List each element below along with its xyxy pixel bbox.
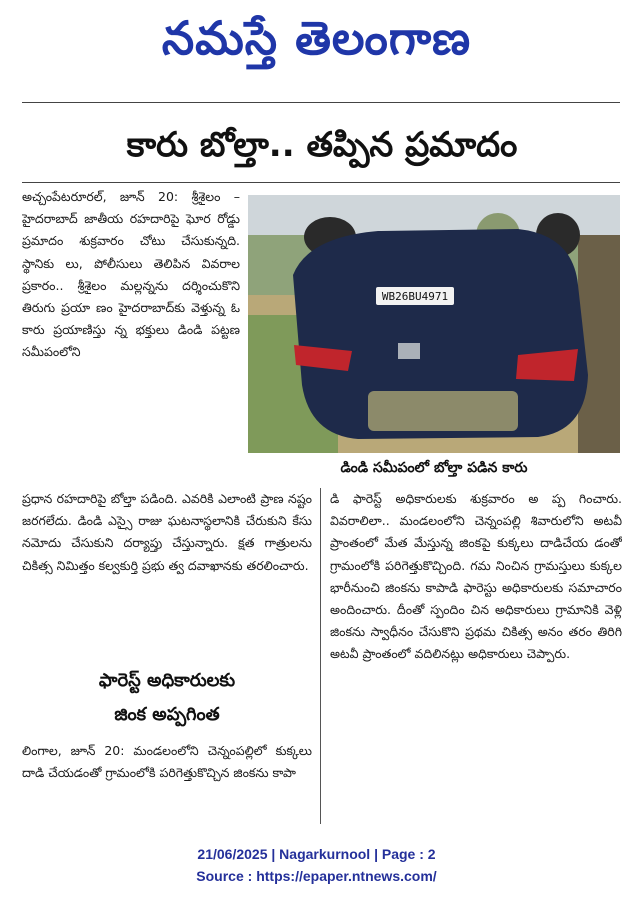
second-headline-line-2: జింక అప్పగింత [114, 704, 220, 725]
second-article-text-right: డి ఫారెస్ట్ అధికారులకు శుక్రవారం అ ప్ప గించారు. వివరాలిలా.. మండలంలోని చెన్నంపల్లి శివారులోని అటవీ ప్రాంతంలో మేత మేస్తున్న జింకపై కుక్కలు దాడిచేయ డంతో గ్రామంలోకి పరిగెత్తుకొచ్చింది. గమ నించిన గ్రామస్తులు కుక్కల భారీనుంచి జింకను కాపాడి ఫారెస్టు అధికారులకు సమాచారం అందించారు. దీంతో స్పందిం చిన అధికారులు గ్రామానికి వెళ్లి జింకను స్వాధీనం చేసుకొని ప్రథమ చికిత్స అనం తరం తిరిగి అటవీ ప్రాంతంలో వదిలినట్లు అధికారులు చెప్పారు. [330, 491, 622, 662]
footer-date-edition: 21/06/2025 | Nagarkurnool | Page : 2 [197, 846, 436, 862]
newspaper-masthead: నమస్తే తెలంగాణ [161, 11, 472, 65]
number-plate: WB26BU4971 [381, 290, 449, 303]
masthead-divider [22, 102, 620, 103]
article-text-column-2: ప్రధాన రహదారిపై బోల్తా పడింది. ఎవరికి ఎలాంటి ప్రాణ నష్టం జరగలేదు. డిండి ఎస్సై రాజు ఘటనాస్థలానికి చేరుకుని కేసు నమోదు చేసుకుని దర్యాప్తు చేస్తున్నారు. క్షత గాత్రులను చికిత్స నిమిత్తం కల్వకుర్తి ప్రభు త్వ దవాఖానకు తరలించారు. [22, 491, 312, 573]
headline-divider [22, 182, 620, 183]
car-photo-illustration [248, 195, 620, 453]
article-text-column-1: అచ్చంపేటరూరల్, జూన్ 20: శ్రీశైలం –హైదరాబాద్ జాతీయ రహదారిపై ఘోర రోడ్డు ప్రమాదం శుక్రవారం చోటు చేసుకున్నది. స్థానికు లు, పోలీసులు తెలిపిన వివరాల ప్రకారం.. శ్రీశైలం మల్లన్నను దర్శించుకొని తిరుగు ప్రయా ణం హైదరాబాద్‌కు వెళ్తున్న ఓ కారు ప్రయాణిస్తు న్న భక్తులు డిండి పట్టణ సమీపంలోని [22, 189, 240, 360]
second-article-text-left: లింగాల, జూన్ 20: మండలంలోని చెన్నంపల్లిలో కుక్కలు దాడి చేయడంతో గ్రామంలోకి పరిగెత్తుకొచ్చిన జింకను కాపా [22, 743, 312, 781]
overturned-car-photo [248, 195, 620, 453]
second-article-headline [22, 664, 312, 732]
photo-caption: డిండి సమీపంలో బోల్తా పడిన కారు [340, 460, 528, 476]
article-headline: కారు బోల్తా.. తప్పిన ప్రమాదం [126, 125, 518, 165]
second-headline-line-1: ఫారెస్ట్ అధికారులకు [98, 670, 236, 691]
footer-source: Source : https://epaper.ntnews.com/ [196, 868, 437, 884]
column-divider [320, 488, 321, 824]
